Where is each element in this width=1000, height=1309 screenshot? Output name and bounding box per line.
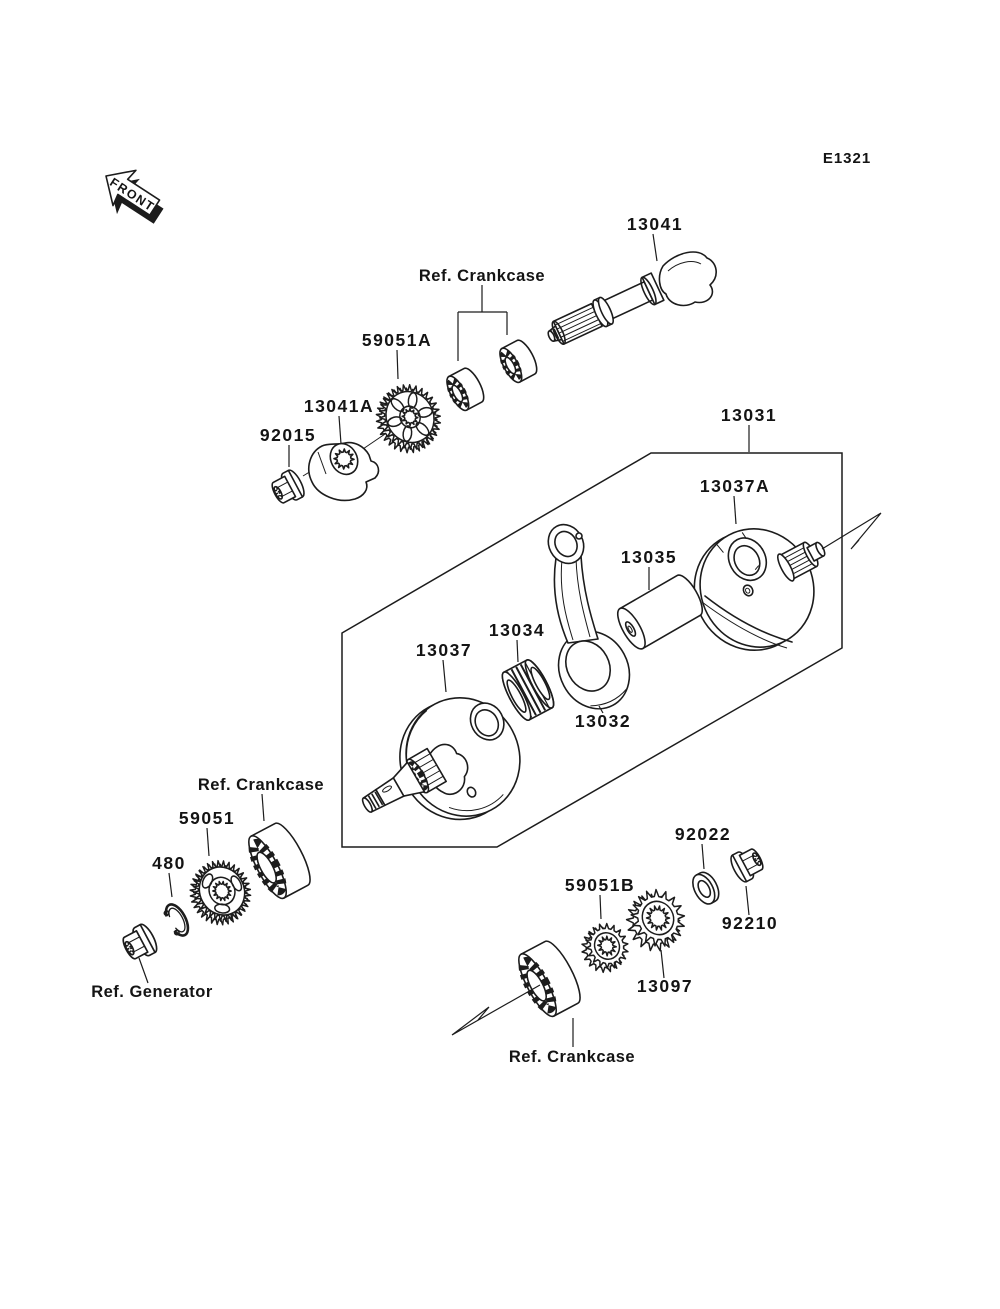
ref-label-generator: Ref. Generator [91, 983, 213, 1001]
part-480-circlip [162, 901, 193, 939]
part-label-13031: 13031 [720, 405, 778, 425]
part-generator-nut [119, 922, 160, 964]
part-59051-gear [179, 851, 262, 935]
direction-arrow-lower [452, 985, 540, 1035]
ref-label-crankcase-left: Ref. Crankcase [197, 776, 325, 794]
front-arrow [92, 158, 173, 233]
part-label-480: 480 [152, 853, 186, 873]
part-13037a-crank-web [674, 509, 835, 671]
part-label-13037: 13037 [415, 640, 473, 660]
part-13041a-balancer-weight [309, 439, 379, 501]
direction-arrow-upper [822, 513, 881, 549]
part-label-13041a: 13041A [303, 396, 375, 416]
part-59051a-gear [364, 374, 452, 463]
part-crankcase-bearing-upper-right [496, 337, 541, 385]
part-13034-needle-bearing [498, 657, 559, 723]
part-label-13037a: 13037A [699, 476, 771, 496]
part-label-92210: 92210 [721, 913, 779, 933]
part-label-92022: 92022 [674, 824, 732, 844]
part-label-59051b: 59051B [564, 875, 636, 895]
part-92210-nut [728, 844, 767, 884]
part-label-92015: 92015 [259, 425, 317, 445]
part-label-13034: 13034 [488, 620, 546, 640]
part-92022-washer [688, 869, 723, 908]
part-crankcase-bearing-left [242, 819, 316, 903]
part-13041-balancer-shaft [543, 252, 716, 351]
part-59051b-gear [573, 916, 636, 979]
ref-label-crankcase-bottom: Ref. Crankcase [508, 1048, 636, 1066]
diagram-code: E1321 [822, 150, 872, 167]
front-arrow-label: FRONT [107, 175, 158, 215]
part-92015-nut [268, 468, 307, 508]
part-13035-crankpin [613, 571, 708, 652]
part-label-59051: 59051 [178, 808, 236, 828]
part-label-13032: 13032 [574, 711, 632, 731]
ref-label-crankcase-top: Ref. Crankcase [418, 267, 546, 285]
part-label-13097: 13097 [636, 976, 694, 996]
part-crankcase-bearing-upper-left [443, 365, 488, 413]
part-label-13035: 13035 [620, 547, 678, 567]
part-label-59051a: 59051A [361, 330, 433, 350]
part-label-13041: 13041 [626, 214, 684, 234]
part-crankcase-bearing-bottom [512, 937, 586, 1021]
